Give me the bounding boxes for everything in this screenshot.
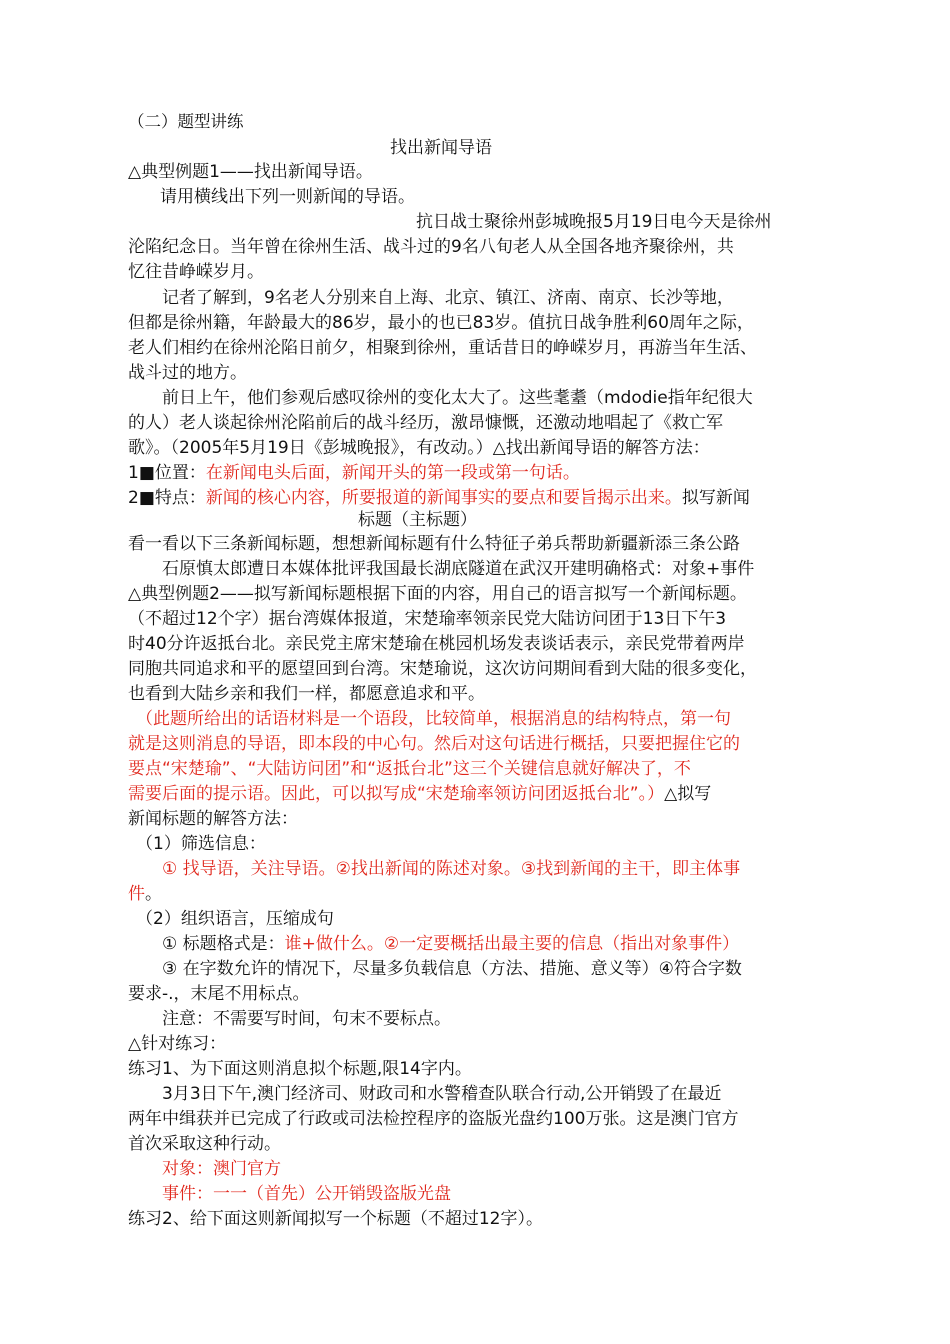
analysis-line: 就是这则消息的导语，即本段的中心句。然后对这句话进行概括，只要把握住它的 — [128, 734, 740, 754]
method-title: 新闻标题的解答方法： — [128, 809, 298, 829]
answer-event: 事件：一一（首先）公开销毁盗版光盘 — [162, 1184, 451, 1204]
body-line: 时40分许返抵台北。亲民党主席宋楚瑜在桃园机场发表谈话表示，亲民党带着两岸 — [128, 634, 745, 654]
news-text-line: 的人）老人谈起徐州沦陷前后的战斗经历，激昂慷慨，还激动地唱起了《救亡军 — [128, 413, 723, 433]
practice-heading: △针对练习： — [128, 1034, 227, 1054]
step-2-item: 要求-.，末尾不用标点。 — [128, 984, 310, 1004]
news-text-line: 歌》。（2005年5月19日《彭城晚报》，有改动。）△找出新闻导语的解答方法： — [128, 438, 710, 458]
news-text-line: 沦陷纪念日。当年曾在徐州生活、战斗过的9名八旬老人从全国各地齐聚徐州，共 — [128, 237, 734, 257]
subtitle-main-title: 标题（主标题） — [358, 510, 477, 530]
practice-1-text: 3月3日下午,澳门经济司、财政司和水警稽查队联合行动,公开销毁了在最近 — [162, 1084, 722, 1104]
analysis-suffix: △拟写 — [664, 784, 712, 804]
example-1-title: △典型例题1——找出新闻导语。 — [128, 162, 373, 182]
instruction-line: 请用横线出下列一则新闻的导语。 — [160, 187, 415, 207]
example-2-title: △典型例题2——拟写新闻标题根据下面的内容，用自己的语言拟写一个新闻标题。 — [128, 584, 747, 604]
answer-object: 对象：澳门官方 — [162, 1159, 281, 1179]
analysis-line: 要点“宋楚瑜”、“大陆访问团”和“返抵台北”这三个关键信息就好解决了，不 — [128, 759, 691, 779]
news-text-line: 战斗过的地方。 — [128, 363, 247, 383]
step-2-item: ③ 在字数允许的情况下，尽量多负载信息（方法、措施、意义等）④符合字数 — [162, 959, 742, 979]
news-text-line: 忆往昔峥嵘岁月。 — [128, 262, 264, 282]
practice-1-text: 首次采取这种行动。 — [128, 1134, 281, 1154]
body-line: 看一看以下三条新闻标题，想想新闻标题有什么特征子弟兵帮助新疆新添三条公路 — [128, 534, 740, 554]
step-2-format-label: ① 标题格式是： — [162, 934, 285, 954]
method-feature-answer: 新闻的核心内容，所要报道的新闻事实的要点和要旨揭示出来。 — [205, 488, 682, 508]
body-line: （不超过12个字）据台湾媒体报道，宋楚瑜率领亲民党大陆访问团于13日下午3 — [128, 609, 727, 629]
subtitle-find-lead: 找出新闻导语 — [390, 138, 492, 158]
analysis-line: 需要后面的提示语。因此，可以拟写成“宋楚瑜率领访问团返抵台北”。） — [128, 784, 665, 804]
practice-1-title: 练习1、为下面这则消息拟个标题,限14字内。 — [128, 1059, 472, 1079]
step-1-item-tail: 件 — [128, 884, 145, 904]
step-1-item-period: 。 — [145, 884, 162, 904]
body-line: 也看到大陆乡亲和我们一样，都愿意追求和平。 — [128, 684, 485, 704]
method-position-answer: 在新闻电头后面，新闻开头的第一段或第一句话。 — [205, 463, 580, 483]
step-1-item-end — [128, 882, 162, 906]
note-line: 注意：不需要写时间，句末不要标点。 — [162, 1009, 451, 1029]
news-text-line: 记者了解到，9名老人分别来自上海、北京、镇江、济南、南京、长沙等地， — [162, 288, 734, 308]
method-feature — [128, 486, 750, 510]
section-heading: （二）题型讲练 — [128, 112, 244, 131]
step-1-heading: （1）筛选信息： — [136, 834, 266, 854]
method-position — [128, 461, 580, 485]
body-line: 石原慎太郎遭日本媒体批评我国最长湖底隧道在武汉开建明确格式：对象+事件 — [162, 559, 755, 579]
analysis-line: （此题所给出的话语材料是一个语段，比较简单，根据消息的结构特点，第一句 — [136, 709, 731, 729]
step-1-item: ① 找导语，关注导语。②找出新闻的陈述对象。③找到新闻的主干，即主体事 — [162, 859, 741, 879]
step-2-item — [162, 932, 739, 956]
method-feature-label: 2■特点： — [128, 488, 206, 508]
step-2-heading: （2）组织语言，压缩成句 — [136, 909, 334, 929]
news-text-line: 老人们相约在徐州沦陷日前夕，相聚到徐州，重话昔日的峥嵘岁月，再游当年生活、 — [128, 338, 757, 358]
method-feature-suffix: 拟写新闻 — [681, 488, 750, 508]
news-text-line: 抗日战士聚徐州彭城晚报5月19日电今天是徐州 — [416, 212, 772, 232]
analysis-line-last — [128, 782, 711, 806]
step-2-format-answer: 谁+做什么。②一定要概括出最主要的信息（指出对象事件） — [284, 934, 740, 954]
news-text-line: 前日上午，他们参观后感叹徐州的变化太大了。这些耄耋（mdodie指年纪很大 — [162, 388, 753, 408]
method-position-label: 1■位置： — [128, 463, 206, 483]
body-line: 同胞共同追求和平的愿望回到台湾。宋楚瑜说，这次访问期间看到大陆的很多变化， — [128, 659, 757, 679]
practice-1-text: 两年中缉获并已完成了行政或司法检控程序的盗版光盘约100万张。这是澳门官方 — [128, 1109, 739, 1129]
news-text-line: 但都是徐州籍，年龄最大的86岁，最小的也已83岁。值抗日战争胜利60周年之际， — [128, 313, 754, 333]
practice-2-title: 练习2、给下面这则新闻拟写一个标题（不超过12字）。 — [128, 1209, 543, 1229]
